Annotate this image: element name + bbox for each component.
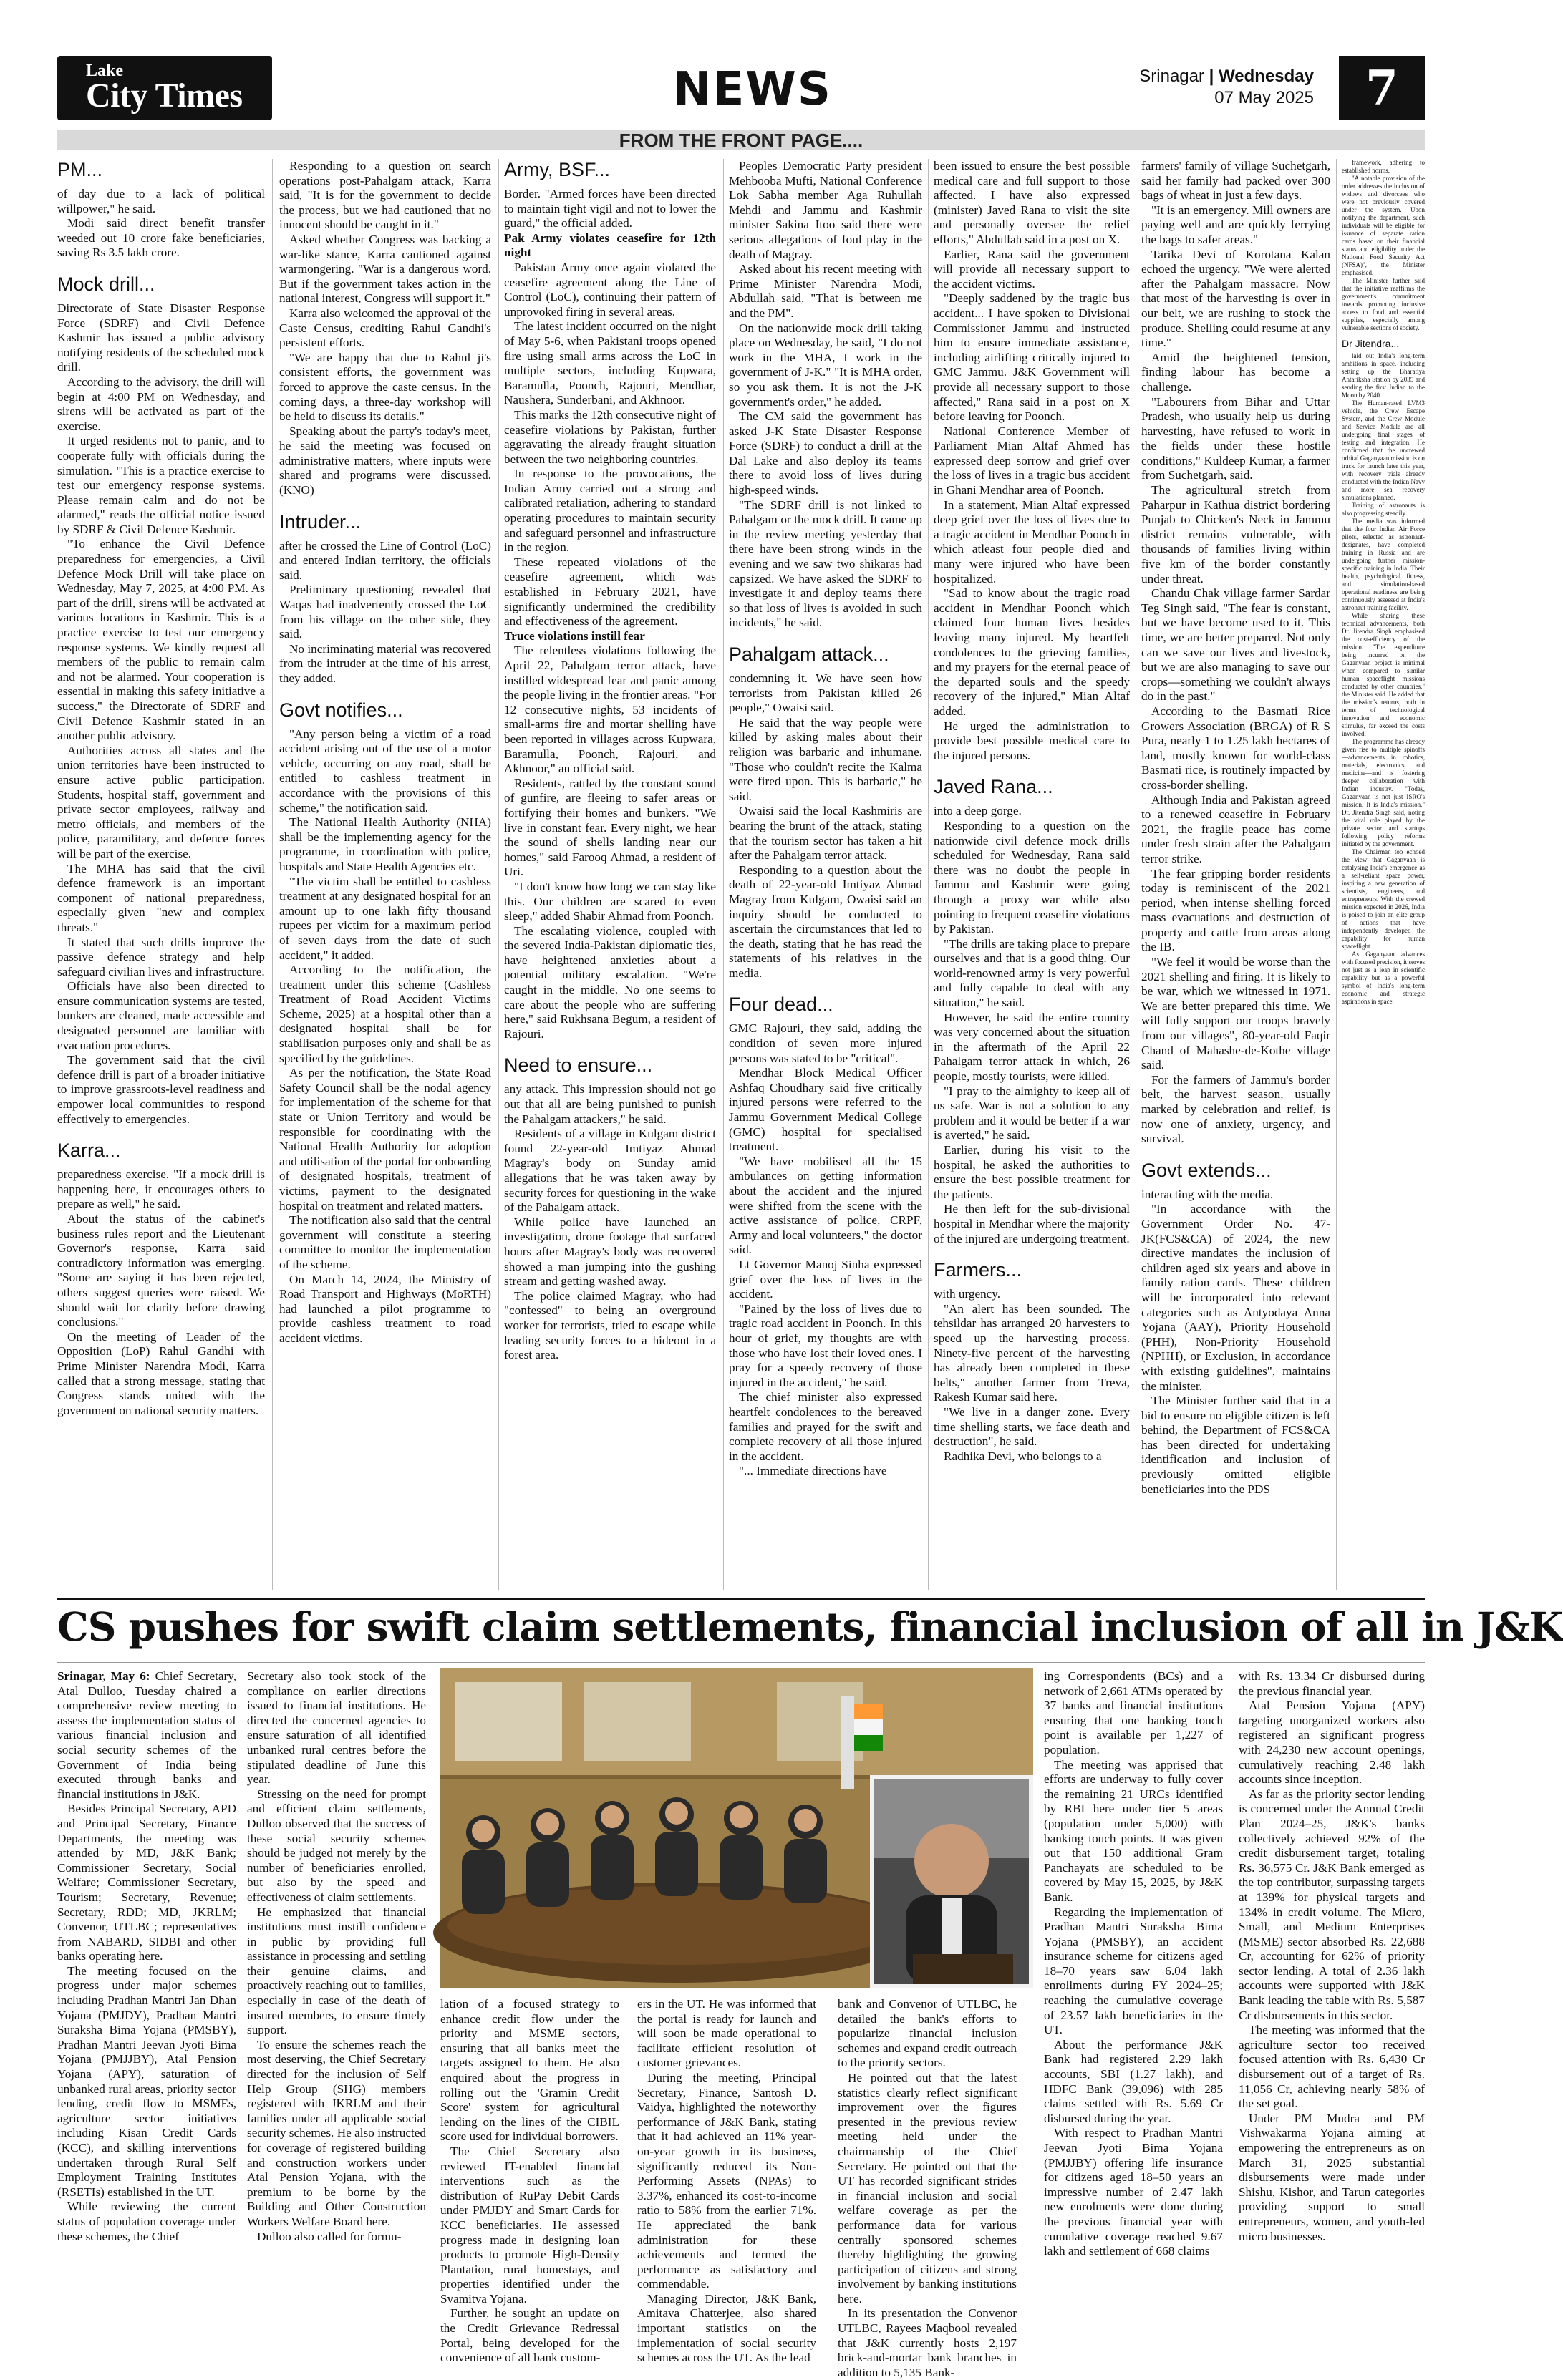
paragraph: Asked whether Congress was backing a war-like stance, Karra cautioned against warmongering. "War is a dangerous word. But if the government takes action in the national interest, Congress will support it.": [279, 232, 491, 306]
story-dateline: Srinagar, May 6:: [57, 1669, 150, 1683]
paragraph: About the performance J&K Bank had registered 2.29 lakh accounts, SBI (1.27 lakh), and HDFC Bank (39,096) with 285 claims settled with Rs. 5.69 Cr disbursed during the year.: [1044, 2037, 1223, 2125]
paragraph: "A notable provision of the order addresses the inclusion of widows and divorcees who were not previously covered under the system. Upon notifying the department, such individuals will be eligible for issuance of separate ration cards based on their financial status and eligibility under the National Food Security Act (NFSA)", the Minister emphasised.: [1342, 175, 1425, 276]
paragraph: The programme has already given rise to multiple spinoffs—advancements in robotics, materials, electronics, and medicine—and is fostering deeper collaboration with Indian industry. "Today, Gaganyaan is not just ISRO's mission. It is India's mission," Dr. Jitendra Singh said, noting the vital role played by the private sector and startups following policy reforms initiated by the government.: [1342, 738, 1425, 847]
paragraph: Border. "Armed forces have been directed to maintain tight vigil and not to lower the guard," the official added.: [504, 187, 716, 230]
jump-head-four-dead[interactable]: Four dead...: [729, 994, 833, 1016]
paragraph: ers in the UT. He was informed that the portal is ready for launch and will soon be made operational to facilitate efficient resolution of customer grievances.: [637, 1997, 816, 2070]
paragraph: For the farmers of Jammu's border belt, the harvest season, usually marked by celebration and relief, is now one of anxiety, urgency, and survival.: [1141, 1072, 1330, 1146]
paragraph: GMC Rajouri, they said, adding the condition of seven more injured persons was stated to be "critical".: [729, 1021, 922, 1065]
paragraph: The agricultural stretch from Paharpur in Kathua district bordering Punjab to Chicken's Neck in Jammu district remains vulnerable, with thousands of families living within five km of the border constantly under threat.: [1141, 483, 1330, 586]
paragraph: with Rs. 13.34 Cr disbursed during the previous financial year.: [1239, 1669, 1425, 1698]
paragraph: Residents, rattled by the constant sound of gunfire, are fleeing to safer areas or fortifying their homes and bunkers. "We live in constant fear. Every night, we hear the sound of shells landing near our homes," said Farooq Ahmad, a resident of Uri.: [504, 776, 716, 879]
story-headline[interactable]: CS pushes for swift claim settlements, financial inclusion of all in J&K: [57, 1603, 1563, 1650]
paragraph: The latest incident occurred on the night of May 5-6, when Pakistani troops opened fire using small arms across the LoC in multiple sectors, including Kupwara, Baramulla, Poonch, Rajouri, Mendhar, Naushera, Sunderbani, and Akhnoor.: [504, 319, 716, 407]
paragraph: The government said that the civil defence drill is part of a broader initiative to improve grassroots-level readiness and empower local communities to respond effectively to emergencies.: [57, 1053, 265, 1126]
paragraph: Earlier, Rana said the government will provide all necessary support to the accident victims.: [934, 247, 1130, 291]
jump-head-pahalgam-attack[interactable]: Pahalgam attack...: [729, 643, 889, 665]
paragraph: Although India and Pakistan agreed to a renewed ceasefire in February 2021, the fragile peace has come under fresh strain after the Pahalgam terror strike.: [1141, 792, 1330, 865]
paragraph: The Chief Secretary also reviewed IT-enabled financial interventions such as the distribution of RuPay Debit Cards under PMJDY and Smart Cards for KCC beneficiaries. He assessed progress made in designing loan products to promote High-Density Plantation, rural homestays, and properties identified under the Svamitva Yojana.: [440, 2144, 619, 2306]
column-divider: [723, 159, 724, 1590]
story-column-7: [1239, 1669, 1425, 2243]
paragraph: Stressing on the need for prompt and efficient claim settlements, Dulloo observed that the success of these social security schemes should be judged not merely by the number of beneficiaries enrolled, but also by the speed and effectiveness of claim settlements.: [247, 1787, 426, 1904]
paragraph: The relentless violations following the April 22, Pahalgam terror attack, have instilled widespread fear and panic among the people living in the frontier areas. "For 12 consecutive nights, 53 incidents of small-arms fire and mortar shelling have been reported in villages across Kupwara, Baramulla, Poonch, Rajouri, and Akhnoor," an official said.: [504, 643, 716, 776]
column-5: [934, 159, 1130, 1590]
paragraph: On the nationwide mock drill taking place on Wednesday, he said, "I do not work in the MHA, I work in the government of J-K." "It is MHA order, so you ask them. It is not the J-K government's order," he added.: [729, 321, 922, 409]
jump-head-mock-drill[interactable]: Mock drill...: [57, 273, 155, 295]
paragraph: Training of astronauts is also progressing steadily.: [1342, 502, 1425, 517]
paragraph: "The victim shall be entitled to cashless treatment at any designated hospital for an amount up to one lakh fifty thousand rupees per victim for a maximum period of seven days from the date of such accident," it added.: [279, 874, 491, 962]
paragraph: Responding to a question on the nationwide civil defence mock drills scheduled for Wednesday, Rana said there was no doubt the people in Jammu and Kashmir were going through a proxy war while also pointing to frequent ceasefire violations by Pakistan.: [934, 818, 1130, 936]
paragraph: "In accordance with the Government Order No. 47-JK(FCS&CA) of 2024, the new directive mandates the inclusion of children aged six years and above in family ration cards. These children will be incorporated into relevant categories such as Antyodaya Anna Yojana (AAY), Priority Household (PHH), Non-Priority Household (NPHH), or Exclusion, in accordance with existing guidelines", maintains the minister.: [1141, 1202, 1330, 1393]
story-column-6: [1044, 1669, 1223, 2258]
paragraph: after he crossed the Line of Control (LoC) and entered Indian territory, the officials said.: [279, 538, 491, 582]
paragraph: Chandu Chak village farmer Sardar Teg Singh said, "The fear is constant, but we have become used to it. This time, we are better prepared. Not only can we save our lives and livestock, but we are also managing to save our crops—something we couldn't always do in the past.": [1141, 586, 1330, 704]
paragraph: This marks the 12th consecutive night of ceasefire violations by Pakistan, further aggravating the already fraught situation between the two neighboring countries.: [504, 407, 716, 466]
paragraph: Modi said direct benefit transfer weeded out 10 crore fake beneficiaries, saving Rs 3.5 lakh crore.: [57, 216, 265, 260]
paragraph: "An alert has been sounded. The tehsildar has arranged 20 harvesters to speed up the harvesting process. Ninety-five percent of the harvesting has already been completed in these belts," another farmer from Treva, Rakesh Kumar said here.: [934, 1301, 1130, 1404]
paragraph: He then left for the sub-divisional hospital in Mendhar where the majority of the injured are undergoing treatment.: [934, 1202, 1130, 1245]
paragraph: Owaisi said the local Kashmiris are bearing the brunt of the attack, stating that the tourism sector has taken a hit after the Pahalgam terror attack.: [729, 804, 922, 863]
paragraph: "Sad to know about the tragic road accident in Mendhar Poonch which claimed four human lives besides leaving many injured. My heartfelt condolences to the grieving families, and my prayers for the eternal peace of the departed souls and the speedy recovery of the injured," Mian Altaf added.: [934, 586, 1130, 718]
paragraph: According to the Basmati Rice Growers Association (BRGA) of R S Pura, nearly 1 to 1.25 lakh hectares of land, mostly known for world-class Basmati rice, is routinely impacted by cross-border shelling.: [1141, 704, 1330, 792]
story-column-4: [637, 1997, 816, 2365]
jump-head-intruder[interactable]: Intruder...: [279, 510, 362, 533]
paragraph: Under PM Mudra and PM Vishwakarma Yojana aiming at empowering the entrepreneurs as on March 31, 2025 substantial disbursements were made under Shishu, Kishor, and Tarun categories providing support to small entrepreneurs, women, and youth-led micro businesses.: [1239, 2111, 1425, 2243]
paragraph: According to the advisory, the drill will begin at 4:00 PM on Wednesday, and sirens will be activated as part of the exercise.: [57, 374, 265, 433]
paragraph: laid out India's long-term ambitions in space, including setting up the Bharatiya Antariksha Station by 2035 and sending the first Indian to the Moon by 2040.: [1342, 352, 1425, 399]
section-band: FROM THE FRONT PAGE....: [57, 130, 1425, 150]
paragraph: Officials have also been directed to ensure communication systems are tested, bunkers are cleaned, made accessible and designated personnel are familiar with evacuation procedures.: [57, 979, 265, 1052]
paragraph: Karra also welcomed the approval of the Caste Census, crediting Rahul Gandhi's persistent efforts.: [279, 306, 491, 350]
column-divider: [498, 159, 499, 1590]
paragraph: condemning it. We have seen how terrorists from Pakistan killed 26 people," Owaisi said.: [729, 671, 922, 715]
paragraph: Earlier, during his visit to the hospital, he asked the authorities to ensure the best possible treatment for the patients.: [934, 1143, 1130, 1201]
weekday: Wednesday: [1219, 67, 1314, 86]
subhead: Pak Army violates ceasefire for 12th night: [504, 230, 716, 260]
jump-head-javed-rana[interactable]: Javed Rana...: [934, 776, 1053, 798]
paragraph: Residents of a village in Kulgam district found 22-year-old Imtiyaz Ahmad Magray's body on Sunday amid allegations that he was taken away by security forces for questioning in the wake of the Pahalgam attack.: [504, 1127, 716, 1215]
paragraph: He said that the way people were killed by asking males about their religion was barbaric and inhumane. "Those who couldn't recite the Kalma were fired upon. This is barbaric," he said.: [729, 715, 922, 803]
paragraph: However, he said the entire country was very concerned about the situation in the aftermath of the April 22 Pahalgam terror attack in which, 26 people, mostly tourists, were killed.: [934, 1010, 1130, 1084]
paragraph: bank and Convenor of UTLBC, he detailed the bank's efforts to popularize financial inclusion schemes and expand credit outreach to the priority sectors.: [838, 1997, 1017, 2070]
column-6: [1141, 159, 1330, 1590]
paragraph: Peoples Democratic Party president Mehbooba Mufti, National Conference Lok Sabha member Aga Ruhullah Mehdi and Jammu and Kashmir minister Sakina Itoo said there were serious allegations of foul play in the death of Magray.: [729, 159, 922, 261]
paragraph: In a statement, Mian Altaf expressed deep grief over the loss of lives due to a tragic accident in Mendhar Poonch in which atleast four people died and many were injured who have been hospitalized.: [934, 497, 1130, 586]
paragraph: been issued to ensure the best possible medical care and full support to those affected. I have also expressed (minister) Javed Rana to visit the site and personally oversee the relief efforts," Abdullah said in a post on X.: [934, 159, 1130, 246]
paragraph: "I don't know how long we can stay like this. Our children are scared to even sleep," added Shabir Ahmad from Poonch.: [504, 879, 716, 923]
paragraph: The chief minister also expressed heartfelt condolences to the bereaved families and prayed for the swift and complete recovery of all those injured in the accident.: [729, 1390, 922, 1463]
meeting-photo-illustration: [440, 1668, 1033, 1988]
lead-text: Chief Secretary, Atal Dulloo, Tuesday chaired a comprehensive review meeting to assess the implementation status of various financial inclusion and social security schemes of the Government of India being executed through banks and financial institutions in J&K.: [57, 1669, 236, 1801]
paragraph: Authorities across all states and the union territories have been instructed to ensure active public participation. Students, hospital staff, government and private sector employees, railway and metro officials, and members of the police, paramilitary, and defence forces will be part of the exercise.: [57, 743, 265, 860]
story-column-2: [247, 1669, 426, 2243]
paragraph: While sharing these technical advancements, both Dr. Jitendra Singh emphasised the cost-efficiency of the mission. "The expenditure being incurred on the Gaganyaan project is minimal when compared to similar human spaceflight missions conducted by other countries," the Minister said. He added that the mission's returns, both in terms of technological innovation and economic stimulus, far exceed the costs involved.: [1342, 612, 1425, 737]
paragraph: Directorate of State Disaster Response Force (SDRF) and Civil Defence Kashmir has issued a public advisory notifying residents of the scheduled mock drill.: [57, 301, 265, 374]
paragraph: "I pray to the almighty to keep all of us safe. War is not a solution to any problem and it would be better if a war is averted," he said.: [934, 1084, 1130, 1142]
paragraph: The Minister further said that in a bid to ensure no eligible citizen is left behind, the Department of FCS&CA has been directed for undertaking identification and inclusion of previously omitted eligible beneficiaries into the PDS: [1141, 1394, 1330, 1496]
paragraph: lation of a focused strategy to enhance credit flow under the priority and MSME sectors, ensuring that all banks meet the targets assigned to them. He also enquired about the progress in rolling out the 'Gramin Credit Score' system for agricultural lending on the lines of the CIBIL score used for individual borrowers.: [440, 1997, 619, 2144]
column-4: [729, 159, 922, 1590]
jump-head-govt-extends[interactable]: Govt extends...: [1141, 1159, 1272, 1181]
paragraph: No incriminating material was recovered from the intruder at the time of his arrest, they added.: [279, 641, 491, 685]
paragraph: Speaking about the party's today's meet, he said the meeting was focused on administrative matters, where inputs were shared and programs were discussed. (KNO): [279, 424, 491, 497]
paragraph: with urgency.: [934, 1287, 1001, 1301]
paragraph: Responding to a question about the death of 22-year-old Imtiyaz Ahmad Magray from Kulgam, Owaisi said an inquiry should be conducted to ascertain the circumstances that led to the death, stating that he has read the statements of his relatives in the media.: [729, 863, 922, 980]
story-column-3: [440, 1997, 619, 2365]
paragraph: Secretary also took stock of the compliance on earlier directions issued to financial institutions. He directed the concerned agencies to ensure saturation of all identified unbanked rural centres before the stipulated deadline of June this year.: [247, 1669, 426, 1787]
paragraph: He pointed out that the latest statistics clearly reflect significant improvement over the figures presented in the previous review meeting held under the chairmanship of the Chief Secretary. He pointed out that the UT has recorded significant strides in financial inclusion and social welfare coverage as per the performance data for various centrally sponsored schemes thereby highlighting the growing participation of citizens and strong involvement by banking institutions here.: [838, 2070, 1017, 2306]
paragraph: In response to the provocations, the Indian Army carried out a strong and calibrated retaliation, adhering to standard operating procedures to maintain security and safeguard personnel and infrastructure in the region.: [504, 467, 716, 555]
paragraph: interacting with the media.: [1141, 1187, 1274, 1201]
story-top-rule: [57, 1598, 1425, 1600]
paragraph: Preliminary questioning revealed that Waqas had inadvertently crossed the LoC from his village on the other side, they said.: [279, 583, 491, 641]
column-divider: [928, 159, 929, 1590]
paragraph: On March 14, 2024, the Ministry of Road Transport and Highways (MoRTH) had launched a pilot programme to provide cashless treatment to road accident victims.: [279, 1272, 491, 1345]
paragraph: National Conference Member of Parliament Mian Altaf Ahmed has expressed deep sorrow and grief over the loss of lives in a tragic bus accident in Ghani Mendhar area of Poonch.: [934, 424, 1130, 497]
paragraph: Asked about his recent meeting with Prime Minister Narendra Modi, Abdullah said, "That is between me and the PM".: [729, 262, 922, 320]
paragraph: According to the notification, the treatment under this scheme (Cashless Treatment of Road Accident Victims Scheme, 2025) at a hospital other than a designated hospital shall be for stabilisation purposes only and shall be as specified by the guidelines.: [279, 963, 491, 1065]
paragraph: "To enhance the Civil Defence preparedness for emergencies, a Civil Defence Mock Drill will take place on Wednesday, May 7, 2025, at 4:00 PM. As part of the drill, sirens will be activated at various locations in Kashmir. This is a practice exercise to test our emergency response systems. We kindly request all members of the public to remain calm and not be alarmed. Your cooperation is essential in making this safety initiative a success," the Directorate of SDRF and Civil Defence Kashmir stated in an another public advisory.: [57, 537, 265, 743]
meeting-photo[interactable]: [440, 1668, 1033, 1988]
paragraph: Besides Principal Secretary, APD and Principal Secretary, Finance Departments, the meeting was attended by MD, J&K Bank; Commissioner Secretary, Social Welfare; Commissioner Secretary, Tourism; Secretary, Revenue; Secretary, RDD; MD, JKRLM; Convenor, UTLBC; representatives from NABARD, SIDBI and other banks operating here.: [57, 1802, 236, 1963]
city: Srinagar: [1139, 67, 1204, 86]
section-title: NEWS: [673, 63, 832, 116]
jump-head-dr-jitendra[interactable]: Dr Jitendra...: [1342, 338, 1400, 349]
paragraph: "The drills are taking place to prepare ourselves and that is a good thing. Our world-renowned army is very powerful and fully capable to deal with any situation," he said.: [934, 936, 1130, 1010]
paragraph: On the meeting of Leader of the Opposition (LoP) Rahul Gandhi with Prime Minister Narendra Modi, Karra called that a strong message, stating that Congress stands united with the government on national security matters.: [57, 1329, 265, 1417]
jump-head-need-to-ensure[interactable]: Need to ensure...: [504, 1054, 653, 1077]
paragraph: Lt Governor Manoj Sinha expressed grief over the loss of lives in the accident.: [729, 1257, 922, 1301]
paragraph: The notification also said that the central government will constitute a steering committee to monitor the implementation of the scheme.: [279, 1213, 491, 1271]
paragraph: "Pained by the loss of lives due to tragic road accident in Poonch. In this hour of grief, my thoughts are with those who have lost their loved ones. I pray for a speedy recovery of those injured in the accident," he said.: [729, 1301, 922, 1389]
jump-head-army-bsf[interactable]: Army, BSF...: [504, 159, 611, 180]
paragraph: The meeting was informed that the agriculture sector too received focused attention with Rs. 6,430 Cr disbursement out of a target of Rs. 11,056 Cr, achieving nearly 58% of the set goal.: [1239, 2023, 1425, 2111]
story-rule: [57, 1662, 1425, 1663]
paragraph: During the meeting, Principal Secretary, Finance, Santosh D. Vaidya, highlighted the noteworthy performance of J&K Bank, stating that it had achieved an 11% year-on-year growth in its business, significantly reduced its Non-Performing Assets (NPAs) to 3.37%, enhanced its cost-to-income ratio to 58% from the earlier 71%. He appreciated the bank administration for these achievements and termed the performance as satisfactory and commendable.: [637, 2070, 816, 2291]
date: 07 May 2025: [1214, 88, 1314, 107]
jump-head-pm[interactable]: PM...: [57, 159, 103, 180]
story-column-5: [838, 1997, 1017, 2379]
paragraph: As per the notification, the State Road Safety Council shall be the nodal agency for implementation of the scheme for that state or Union Territory and would be responsible for coordinating with the National Health Authority for adoption and utilisation of the portal for onboarding of designated hospitals, treatment of victims, payment to the designated hospital on treatment and related matters.: [279, 1066, 491, 1213]
column-7: [1342, 159, 1425, 1590]
column-2: [279, 159, 491, 1590]
paragraph: The fear gripping border residents today is reminiscent of the 2021 period, when intense shelling forced mass evacuations and destruction of property and cattle from areas along the IB.: [1141, 866, 1330, 954]
paragraph: "We are happy that due to Rahul ji's consistent efforts, the government was forced to approve the caste census. In the coming days, a three-day workshop will be held to discuss its details.": [279, 350, 491, 424]
paragraph: "We live in a danger zone. Every time shelling starts, we face death and destruction", he said.: [934, 1404, 1130, 1449]
paragraph: "It is an emergency. Mill owners are paying well and are quickly ferrying the bags to safer areas.": [1141, 203, 1330, 246]
jump-head-farmers[interactable]: Farmers...: [934, 1259, 1022, 1281]
paragraph: As Gaganyaan advances with focused precision, it serves not just as a leap in scientific capability but as a powerful symbol of India's long-term economic and strategic aspirations in space.: [1342, 951, 1425, 1005]
paragraph: into a deep gorge.: [934, 804, 1022, 818]
paragraph: Amid the heightened tension, finding labour has become a challenge.: [1141, 350, 1330, 394]
paragraph: He emphasized that financial institutions must instill confidence in public by providing full assistance in processing and settling their genuine claims, and proactively reaching out to families, especially in case of the death of insured members, to ensure timely support.: [247, 1905, 426, 2037]
paragraph: Mendhar Block Medical Officer Ashfaq Choudhary said five critically injured persons were referred to the Jammu Government Medical College (GMC) hospital for specialised treatment.: [729, 1066, 922, 1154]
paragraph: Atal Pension Yojana (APY) targeting unorganized workers also registered an significant progress with 24,230 new account openings, cumulatively reaching 2.48 lakh accounts since inception.: [1239, 1699, 1425, 1787]
paragraph: The MHA has said that the civil defence framework is an important component of national preparedness, especially given "new and complex threats.": [57, 861, 265, 934]
paragraph: ing Correspondents (BCs) and a network of 2,661 ATMs operated by 37 banks and financial institutions ensuring that one banking touch point is available per 1,227 of population.: [1044, 1669, 1223, 1757]
paragraph: preparedness exercise. "If a mock drill is happening here, it encourages others to prepare as well," he said.: [57, 1167, 265, 1211]
story-column-1: [57, 1669, 236, 2243]
paragraph: In its presentation the Convenor UTLBC, Rayees Maqbool revealed that J&K currently hosts 2,197 brick-and-mortar bank branches in addition to 5,135 Bank-: [838, 2306, 1017, 2379]
paragraph: It stated that such drills improve the passive defence strategy and help safeguard civilian lives and infrastructure.: [57, 935, 265, 978]
paragraph: Pakistan Army once again violated the ceasefire agreement along the Line of Control (LoC), continuing their pattern of unprovoked firing in several areas.: [504, 260, 716, 319]
paragraph: The meeting was apprised that efforts are underway to fully cover the remaining 21 URCs identified by RBI here under tier 5 areas (population under 5,000) with banking touch points. It was given out that 150 additional Gram Panchayats are scheduled to be covered by May 15, 2025, by J&K Bank.: [1044, 1757, 1223, 1904]
paragraph: The CM said the government has asked J-K State Disaster Response Force (SDRF) to conduct a drill at the Dal Lake and also deploy its teams there to avoid loss of lives during high-speed winds.: [729, 409, 922, 497]
paragraph: "Deeply saddened by the tragic bus accident... I have spoken to Divisional Commissioner Jammu and instructed him to ensure immediate assistance, including airlifting critically injured to GMC Jammu. J&K Government will provide all necessary support to those affected," Rana said in a post on X before leaving for Poonch.: [934, 291, 1130, 424]
paragraph: framework, adhering to established norms.: [1342, 159, 1425, 174]
dateline-separator: |: [1209, 67, 1214, 86]
paragraph: "... Immediate directions have: [739, 1464, 887, 1478]
paragraph: The National Health Authority (NHA) shall be the implementing agency for the programme, in coordination with police, hospitals and State Health Agencies etc.: [279, 815, 491, 873]
paragraph: Tarika Devi of Korotana Kalan echoed the urgency. "We were alerted after the Pahalgam massacre. Now that most of the harvesting is over in our belt, we are rushing to stock the produce. Shelling could resume at any time.": [1141, 247, 1330, 350]
jump-head-karra[interactable]: Karra...: [57, 1140, 121, 1162]
paragraph: The Human-rated LVM3 vehicle, the Crew Escape System, and the Crew Module and Service Module are all undergoing final stages of testing and integration. He confirmed that the uncrewed orbital Gaganyaan mission is on track for launch later this year, with recovery trials already conducted with the Indian Navy and more sea recovery simulations planned.: [1342, 399, 1425, 501]
paragraph: While reviewing the current status of population coverage under these schemes, the Chief: [57, 2200, 236, 2243]
paragraph: Managing Director, J&K Bank, Amitava Chatterjee, also shared important statistics on the implementation of social security schemes across the UT. As the lead: [637, 2291, 816, 2365]
paragraph: About the status of the cabinet's business rules report and the Lieutenant Governor's response, Karra said contradictory information was emerging. "Some are saying it has been rejected, others suggest queries were raised. We should wait for clarity before drawing conclusions.": [57, 1212, 265, 1329]
paragraph: He urged the administration to provide best possible medical care to the injured persons.: [934, 719, 1130, 762]
paragraph: As far as the priority sector lending is concerned under the Annual Credit Plan 2024–25, J&K's banks collectively achieved 92% of the credit disbursement target, totaling Rs. 36,575 Cr. J&K Bank emerged as the top contributor, surpassing targets at 139% for physical targets and 134% in credit volume. The Micro, Small, and Medium Enterprises (MSME) sector absorbed Rs. 22,688 Cr, accounting for 62% of priority sector lending. A total of 2.36 lakh accounts were supported with J&K Bank leading the table with Rs. 5,587 Cr disbursements in this sector.: [1239, 1787, 1425, 2022]
paragraph: The police claimed Magray, who had "confessed" to being an overground worker for terrorists, tried to escape while leading security forces to a hideout in a forest area.: [504, 1288, 716, 1362]
newspaper-logo[interactable]: [57, 56, 272, 120]
jump-head-govt-notifies[interactable]: Govt notifies...: [279, 699, 403, 721]
paragraph: Regarding the implementation of Pradhan Mantri Suraksha Bima Yojana (PMSBY), an accident insurance scheme for citizens aged 18–70 years saw 6.04 lakh enrollments during FY 2024–25; reaching the cumulative coverage of 23.57 lakh beneficiaries in the UT.: [1044, 1905, 1223, 2037]
logo-big-text: City Times: [86, 77, 243, 115]
paragraph: "We feel it would be worse than the 2021 shelling and firing. It is likely to be war, which we witnessed in 1971. We are better prepared this time. We will fully support our troops bravely from our villages", 80-year-old Faqir Chand of Mahashe-de-Kothe village said.: [1141, 955, 1330, 1072]
paragraph: any attack. This impression should not go out that all are being punished to punish the Pahalgam attackers," he said.: [504, 1082, 716, 1126]
paragraph: "Labourers from Bihar and Uttar Pradesh, who usually help us during harvesting, have refused to work in the fields under these hostile conditions," Kuldeep Kumar, a farmer from Suchetgarh, said.: [1141, 394, 1330, 482]
paragraph: With respect to Pradhan Mantri Jeevan Jyoti Bima Yojana (PMJJBY) offering life insurance for citizens aged 18–50 years an impressive number of 2.47 lakh new enrolments were done during the previous financial year with cumulative coverage reached 9.67 lakh and settlement of 668 claims: [1044, 2126, 1223, 2258]
dateline: [1139, 66, 1314, 109]
paragraph: "We have mobilised all the 15 ambulances on getting information about the accident and the injured were shifted from the scene with the active assistance of police, CRPF, Army and local volunteers," the doctor said.: [729, 1154, 922, 1257]
paragraph: While police have launched an investigation, drone footage that surfaced hours after Magray's body was recovered showed a man jumping into the gushing stream and getting washed away.: [504, 1215, 716, 1288]
paragraph: "The SDRF drill is not linked to Pahalgam or the mock drill. It came up in the review meeting yesterday that there have been strong winds in the evening and we saw two shikaras had capsized. We have asked the SDRF to investigate it and deploy teams there so that loss of lives is avoided in such incidents," he said.: [729, 497, 922, 630]
paragraph: The Minister further said that the initiative reaffirms the government's commitment towards promoting inclusive access to food and essential supplies, especially among vulnerable sections of society.: [1342, 277, 1425, 331]
column-3: [504, 159, 716, 1590]
column-1: [57, 159, 265, 1590]
subhead: Truce violations instill fear: [504, 628, 645, 643]
paragraph: of day due to a lack of political willpower," he said.: [57, 187, 265, 215]
page-number: 7: [1339, 56, 1425, 120]
paragraph: To ensure the schemes reach the most deserving, the Chief Secretary directed for the inclusion of Self Help Group (SHG) members registered with JKRLM and their families under all applicable social security schemes. He also instructed for coverage of registered building and construction workers under Atal Pension Yojana, with the premium to be borne by the Building and Other Construction Workers Welfare Board here.: [247, 2037, 426, 2228]
paragraph: The Chairman too echoed the view that Gaganyaan is catalysing India's emergence as a self-reliant space power, inspiring a new generation of scientists, engineers, and entrepreneurs. With the crewed mission expected in 2026, India is poised to join an elite group of nations that have independently developed the capability for human spaceflight.: [1342, 848, 1425, 950]
column-divider: [1336, 159, 1337, 1590]
paragraph: The meeting focused on the progress under major schemes including Pradhan Mantri Jan Dhan Yojana (PMJDY), Pradhan Mantri Suraksha Bima Yojana (PMSBY), Pradhan Mantri Jeevan Jyoti Bima Yojana (PMJJBY), Atal Pension Yojana (APY), saturation of unbanked rural areas, priority sector lending, credit flow to MSMEs, agriculture sector initiatives including Kisan Credit Cards (KCC), and skilling interventions undertaken through Rural Self Employment Training Institutes (RSETIs) established in the UT.: [57, 1963, 236, 2199]
paragraph: "Any person being a victim of a road accident arising out of the use of a motor vehicle, occurring on any road, shall be entitled to cashless treatment in accordance with the provisions of this scheme," the notification said.: [279, 727, 491, 815]
paragraph: [57, 1669, 236, 1802]
paragraph: Dulloo also called for formu-: [257, 2229, 402, 2243]
paragraph: The media was informed that the four Indian Air Force pilots, selected as astronaut-designates, have completed training in Russia and are undergoing further mission-specific training in India. Their health, psychological fitness, and simulation-based operational readiness are being continuously assessed at India's astronaut training facility.: [1342, 518, 1425, 611]
paragraph: Further, he sought an update on the Credit Grievance Redressal Portal, being developed for the convenience of all bank custom-: [440, 2306, 619, 2365]
paragraph: farmers' family of village Suchetgarh, said her family had packed over 300 bags of wheat in just a few days.: [1141, 159, 1330, 203]
paragraph: Radhika Devi, who belongs to a: [944, 1449, 1102, 1463]
paragraph: These repeated violations of the ceasefire agreement, which was established in February 2021, have significantly undermined the credibility and effectiveness of the agreement.: [504, 555, 716, 628]
column-divider: [272, 159, 273, 1590]
paragraph: Responding to a question on search operations post-Pahalgam attack, Karra said, "It is for the government to decide the process, but we had cautioned that no innocent should be caught in it.": [279, 159, 491, 232]
paragraph: It urged residents not to panic, and to cooperate fully with officials during the simulation. "This is a practice exercise to test our emergency response systems. Please remain calm and do not be alarmed," reads the official notice issued by SDRF & Civil Defence Kashmir.: [57, 434, 265, 536]
logo-small-text: Lake: [86, 62, 124, 80]
masthead: [57, 56, 1425, 133]
paragraph: The escalating violence, coupled with the severed India-Pakistan diplomatic ties, have heightened anxieties about a potential military escalation. "We're caught in the middle. No one seems to care about the people who are suffering here," said Rukhsana Begum, a resident of Rajouri.: [504, 923, 716, 1041]
